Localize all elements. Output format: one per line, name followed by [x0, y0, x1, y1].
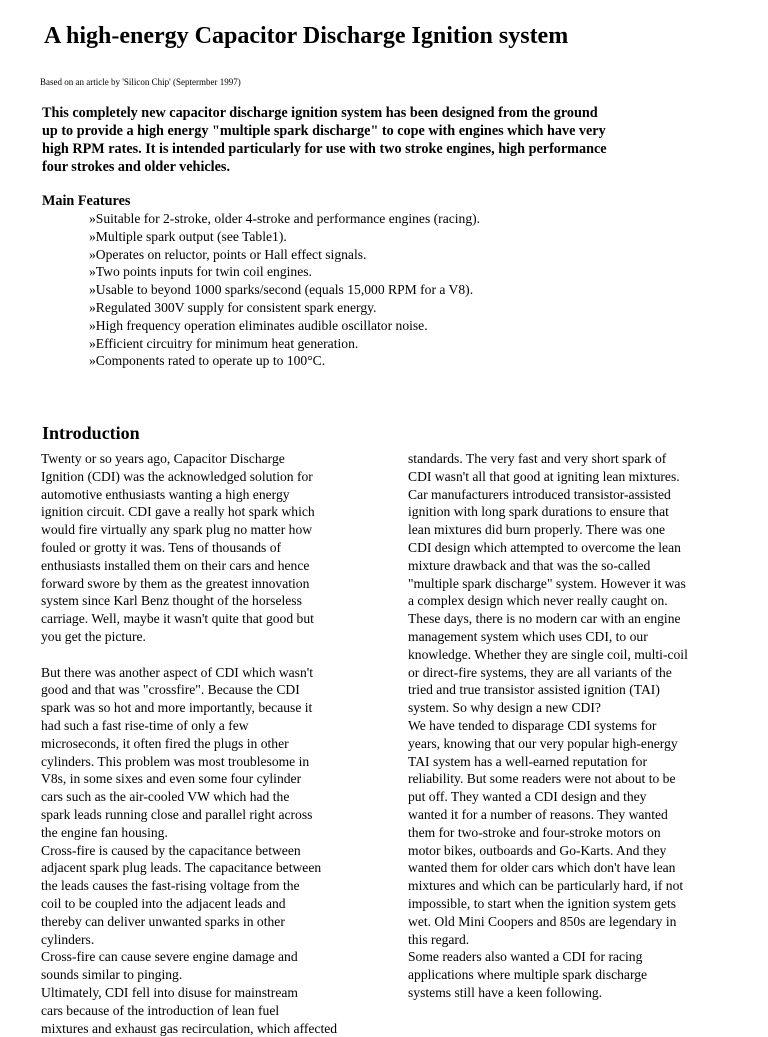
text-line: cars such as the air-cooled VW which had the — [41, 788, 366, 806]
text-line: adjacent spark plug leads. The capacitance between — [41, 859, 366, 877]
intro-line: up to provide a high energy "multiple spark discharge" to cope with engines which have very — [42, 122, 662, 140]
text-line: enthusiasts installed them on their cars and hence — [41, 557, 366, 575]
text-line: These days, there is no modern car with an engine — [408, 610, 728, 628]
text-line: CDI wasn't all that good at igniting lean mixtures. — [408, 468, 728, 486]
text-line: automotive enthusiasts wanting a high energy — [41, 486, 366, 504]
text-line: wet. Old Mini Coopers and 850s are legendary in — [408, 913, 728, 931]
feature-item: »Components rated to operate up to 100°C. — [89, 352, 480, 370]
text-line: them for two-stroke and four-stroke motors on — [408, 824, 728, 842]
text-line: system since Karl Benz thought of the horseless — [41, 592, 366, 610]
introduction-left-column — [41, 450, 366, 1037]
text-line: you get the picture. — [41, 628, 366, 646]
text-line: ignition with long spark durations to ensure that — [408, 503, 728, 521]
feature-item: »Multiple spark output (see Table1). — [89, 228, 480, 246]
text-line: Ignition (CDI) was the acknowledged solution for — [41, 468, 366, 486]
text-line: cylinders. — [41, 931, 366, 949]
feature-item: »Suitable for 2-stroke, older 4-stroke and performance engines (racing). — [89, 210, 480, 228]
text-line: spark was so hot and more importantly, because it — [41, 699, 366, 717]
text-line: coil to be coupled into the adjacent leads and — [41, 895, 366, 913]
text-line: Cross-fire is caused by the capacitance between — [41, 842, 366, 860]
introduction-right-column — [408, 450, 728, 1002]
feature-item: »Efficient circuitry for minimum heat generation. — [89, 335, 480, 353]
text-line: Twenty or so years ago, Capacitor Discharge — [41, 450, 366, 468]
text-line: TAI system has a well-earned reputation for — [408, 753, 728, 771]
text-line: CDI design which attempted to overcome the lean — [408, 539, 728, 557]
text-line: forward swore by them as the greatest innovation — [41, 575, 366, 593]
text-line: years, knowing that our very popular high-energy — [408, 735, 728, 753]
text-line: applications where multiple spark discharge — [408, 966, 728, 984]
text-line: the leads causes the fast-rising voltage from the — [41, 877, 366, 895]
source-credit: Based on an article by 'Silicon Chip' (Septermber 1997) — [40, 76, 241, 88]
text-line: had such a fast rise-time of only a few — [41, 717, 366, 735]
text-line: a complex design which never really caught on. — [408, 592, 728, 610]
text-line: standards. The very fast and very short spark of — [408, 450, 728, 468]
text-line: reliability. But some readers were not about to be — [408, 770, 728, 788]
text-line: carriage. Well, maybe it wasn't quite that good but — [41, 610, 366, 628]
feature-item: »Operates on reluctor, points or Hall effect signals. — [89, 246, 480, 264]
text-line: cylinders. This problem was most troublesome in — [41, 753, 366, 771]
text-line: lean mixtures did burn properly. There was one — [408, 521, 728, 539]
text-line: impossible, to start when the ignition system gets — [408, 895, 728, 913]
text-line: wanted them for older cars which don't have lean — [408, 859, 728, 877]
text-line: Car manufacturers introduced transistor-assisted — [408, 486, 728, 504]
text-line: cars because of the introduction of lean fuel — [41, 1002, 366, 1020]
text-line: systems still have a keen following. — [408, 984, 728, 1002]
text-line: Ultimately, CDI fell into disuse for mainstream — [41, 984, 366, 1002]
feature-item: »Regulated 300V supply for consistent spark energy. — [89, 299, 480, 317]
text-line: wanted it for a number of reasons. They wanted — [408, 806, 728, 824]
text-line: Some readers also wanted a CDI for racing — [408, 948, 728, 966]
feature-item: »Usable to beyond 1000 sparks/second (equals 15,000 RPM for a V8). — [89, 281, 480, 299]
text-line: this regard. — [408, 931, 728, 949]
text-line: We have tended to disparage CDI systems for — [408, 717, 728, 735]
text-line: management system which uses CDI, to our — [408, 628, 728, 646]
text-line: good and that was "crossfire". Because the CDI — [41, 681, 366, 699]
text-line: fouled or grotty it was. Tens of thousands of — [41, 539, 366, 557]
page-title: A high-energy Capacitor Discharge Ignition system — [44, 18, 568, 54]
feature-item: »High frequency operation eliminates audible oscillator noise. — [89, 317, 480, 335]
intro-paragraph — [42, 104, 662, 176]
text-line: mixture drawback and that was the so-called — [408, 557, 728, 575]
text-line: system. So why design a new CDI? — [408, 699, 728, 717]
text-line: ignition circuit. CDI gave a really hot spark which — [41, 503, 366, 521]
text-line: But there was another aspect of CDI which wasn't — [41, 664, 366, 682]
text-line: tried and true transistor assisted ignition (TAI) — [408, 681, 728, 699]
features-heading: Main Features — [42, 192, 130, 210]
text-line: or direct-fire systems, they are all variants of the — [408, 664, 728, 682]
text-line: would fire virtually any spark plug no matter how — [41, 521, 366, 539]
text-line: mixtures and which can be particularly hard, if not — [408, 877, 728, 895]
text-line: put off. They wanted a CDI design and they — [408, 788, 728, 806]
paragraph-gap — [41, 646, 366, 664]
text-line: V8s, in some sixes and even some four cylinder — [41, 770, 366, 788]
text-line: knowledge. Whether they are single coil, multi-coil — [408, 646, 728, 664]
text-line: Cross-fire can cause severe engine damage and — [41, 948, 366, 966]
intro-line: This completely new capacitor discharge ignition system has been designed from the ground — [42, 104, 662, 122]
text-line: microseconds, it often fired the plugs in other — [41, 735, 366, 753]
text-line: thereby can deliver unwanted sparks in other — [41, 913, 366, 931]
introduction-heading: Introduction — [42, 421, 140, 445]
intro-line: high RPM rates. It is intended particularly for use with two stroke engines, high performance — [42, 140, 662, 158]
feature-item: »Two points inputs for twin coil engines. — [89, 263, 480, 281]
text-line: mixtures and exhaust gas recirculation, which affected — [41, 1020, 366, 1037]
text-line: motor bikes, outboards and Go-Karts. And they — [408, 842, 728, 860]
text-line: "multiple spark discharge" system. However it was — [408, 575, 728, 593]
intro-line: four strokes and older vehicles. — [42, 158, 662, 176]
text-line: sounds similar to pinging. — [41, 966, 366, 984]
text-line: spark leads running close and parallel right across — [41, 806, 366, 824]
text-line: the engine fan housing. — [41, 824, 366, 842]
features-list — [89, 210, 480, 370]
